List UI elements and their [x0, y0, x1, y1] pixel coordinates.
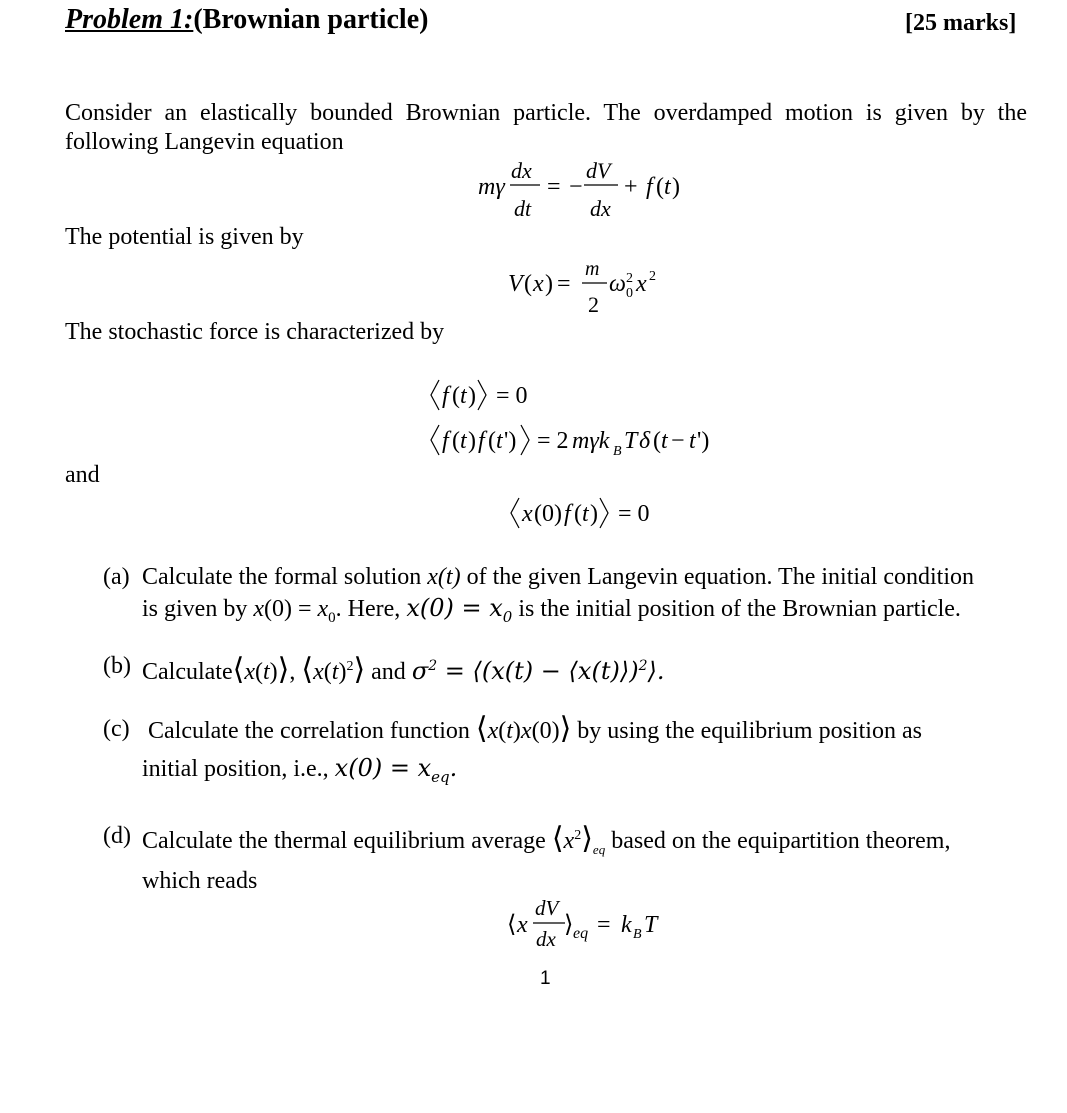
svg-text:t: t [661, 428, 668, 454]
svg-text:V: V [508, 271, 523, 297]
svg-text:⟨: ⟨ [507, 912, 517, 938]
part-a-line-2: is given by $x(0) = x_0$. Here, $x(0) = x_0$ is the initial position of the Brownian particle. [142, 594, 961, 626]
part-d-line-1: Calculate the thermal equilibrium average $⟨x^2⟩_{eq}$ based on the equipartition theorem, [142, 822, 951, 857]
svg-text:f: f [442, 383, 449, 409]
intro-line-1: Consider an elastically bounded Brownian particle. The overdamped motion is given by the [65, 100, 1027, 126]
svg-text:t: t [582, 501, 589, 527]
svg-text:eq: eq [573, 925, 589, 942]
svg-text:2: 2 [588, 292, 599, 317]
svg-text:= 0: = 0 [496, 383, 528, 409]
svg-text:(: ( [452, 428, 460, 454]
svg-text:(: ( [452, 383, 460, 409]
svg-text:= 0: = 0 [618, 501, 650, 527]
svg-text:): ) [468, 383, 476, 409]
part-d-label: (d) [103, 823, 131, 849]
equilibrium-condition-math: $x(0) = x_{eq}$. [334, 754, 458, 786]
potential-equation [500, 255, 680, 320]
part-b-label: (b) [103, 653, 131, 679]
problem-title [65, 4, 428, 36]
svg-text:(0): (0) [534, 501, 562, 527]
svg-text:dx: dx [511, 158, 532, 183]
variance-math: $\sigma^2$ = ⟨(x(t) − ⟨x(t)⟩)$^2$⟩. [411, 657, 665, 685]
svg-text:k: k [621, 912, 632, 938]
svg-text:−: − [671, 428, 685, 454]
svg-text:x: x [517, 912, 528, 938]
svg-text:δ: δ [639, 428, 651, 454]
part-d-line-2: which reads [142, 868, 258, 894]
stochastic-intro: The stochastic force is characterized by [65, 319, 445, 345]
svg-text:0: 0 [626, 286, 633, 301]
svg-text:t: t [460, 383, 467, 409]
svg-text:t: t [689, 428, 696, 454]
and-label: and [65, 462, 100, 488]
svg-text:+: + [624, 174, 638, 200]
part-c-line-2: initial position, i.e., $x(0) = x_{eq}$. [142, 754, 458, 786]
svg-text:(: ( [656, 174, 664, 200]
svg-text:): ) [672, 174, 680, 200]
part-a-line-1: Calculate the formal solution x(t) of the given Langevin equation. The initial condition [142, 564, 975, 590]
mean-force-equation [425, 370, 585, 415]
force-correlation-equation [425, 415, 755, 460]
svg-text:t: t [496, 428, 503, 454]
svg-text:t: t [460, 428, 467, 454]
part-c-label: (c) [103, 716, 130, 742]
svg-text:): ) [468, 428, 476, 454]
svg-text:dV: dV [535, 896, 559, 920]
initial-condition-math: $x(0) = x_0$ [253, 596, 336, 626]
svg-text:2: 2 [626, 271, 633, 286]
page-number: 1 [540, 968, 551, 989]
svg-text:dt: dt [514, 196, 532, 221]
svg-text:−: − [569, 174, 583, 200]
equipartition-equation [505, 892, 685, 957]
part-a-label: (a) [103, 564, 130, 590]
problem-label: Problem 1: [65, 4, 194, 35]
intro-line-2: following Langevin equation [65, 129, 344, 155]
langevin-equation [470, 156, 710, 226]
svg-text:T: T [644, 912, 658, 938]
svg-text:mγk: mγk [572, 428, 610, 454]
svg-text:T: T [624, 428, 638, 454]
svg-text:2: 2 [649, 269, 656, 284]
svg-text:dx: dx [590, 196, 611, 221]
problem-topic: (Brownian particle) [193, 4, 429, 35]
svg-text:⟩: ⟩ [564, 912, 574, 938]
svg-text:mγ: mγ [478, 174, 505, 200]
potential-intro: The potential is given by [65, 224, 304, 250]
svg-text:f: f [478, 428, 485, 454]
svg-text:x: x [636, 271, 647, 297]
svg-text:t: t [664, 174, 671, 200]
position-force-equation [505, 488, 675, 533]
svg-text:=: = [557, 271, 571, 297]
svg-text:): ) [590, 501, 598, 527]
svg-text:B: B [613, 444, 622, 459]
svg-text:=: = [597, 912, 611, 938]
part-c-line-1: Calculate the correlation function ⟨x(t)x(0)⟩ by using the equilibrium position as [148, 712, 922, 745]
svg-text:x: x [522, 501, 533, 527]
svg-text:f: f [564, 501, 571, 527]
svg-text:=: = [547, 174, 561, 200]
svg-text:(: ( [524, 271, 532, 297]
part-b-line: Calculate⟨x(t)⟩, $⟨x(t)^2⟩$ and $\sigma^2$ = ⟨(x(t) − ⟨x(t)⟩)$^2$⟩. [142, 653, 665, 686]
svg-text:f: f [442, 428, 449, 454]
initial-condition-math-2: $x(0) = x_0$ [406, 594, 513, 626]
svg-text:): ) [545, 271, 553, 297]
svg-text:dx: dx [536, 927, 556, 951]
svg-text:B: B [633, 927, 642, 942]
svg-text:= 2: = 2 [537, 428, 569, 454]
svg-text:x: x [533, 271, 544, 297]
svg-text:ω: ω [609, 271, 626, 297]
marks-badge: [25 marks] [905, 10, 1017, 36]
svg-text:m: m [585, 258, 600, 280]
svg-text:(: ( [488, 428, 496, 454]
svg-text:dV: dV [586, 158, 611, 183]
svg-text:'): ') [697, 428, 710, 454]
svg-text:(: ( [574, 501, 582, 527]
svg-text:(: ( [653, 428, 661, 454]
svg-text:f: f [646, 174, 653, 200]
svg-text:'): ') [504, 428, 517, 454]
